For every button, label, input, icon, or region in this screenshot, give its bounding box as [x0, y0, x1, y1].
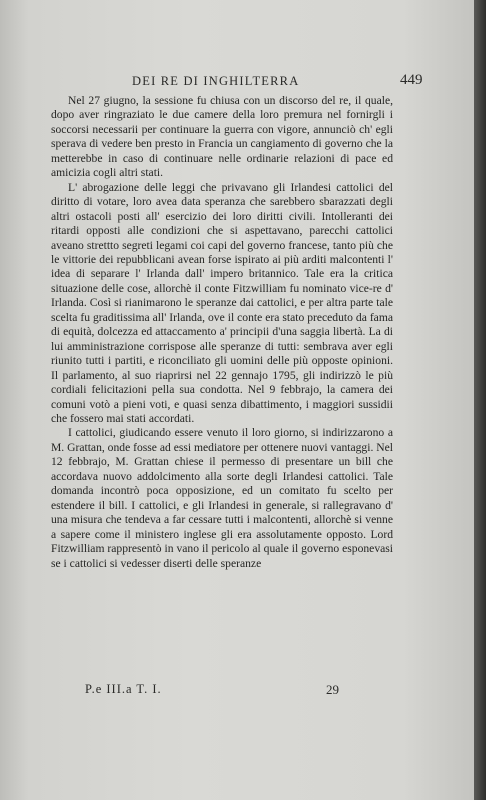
- book-spine-edge: [474, 0, 486, 800]
- body-text: [51, 94, 393, 571]
- paragraph-2: L' abrogazione delle leggi che privavano gli Irlandesi cattolici del diritto di votare, loro avea data speranza che sarebbero sbarazzati degli altri ostacoli posti all' esercizio dei loro diritti civili. Intolleranti dei ritardi opposti alle condizioni che si aspettavano, parecchi cattolici aveano strettto segreti legami coi capi del governo francese, tanto più che le vittorie dei repubblicani avean forse ispirato ai più arditi malcontenti l' idea di separare l' Irlanda dall' impero britannico. Tale era la critica situazione delle cose, allorchè il conte Fitzwilliam fu nominato vice-re d' Irlanda. Così si rianimarono le speranze dai cattolici, e per altra parte tale scelta fu graditissima all' Irlanda, ove il conte era stato preceduto da fama di equità, dolcezza ed attaccamento a' principii d'una saggia libertà. La di lui amministrazione corrispose alle speranze di tutti: sembrava aver egli riunito tutti i partiti, e riconciliato gli uomini delle più opposte opinioni. Il parlamento, al suo riaprirsi nel 22 gennajo 1795, gli indirizzò le più cordiali felicitazioni pella sua condotta. Nel 9 febbrajo, la camera dei comuni votò a pieni voti, e quasi senza dibattimento, i maggiori sussidii che fossero mai stati accordati.: [51, 180, 393, 425]
- paragraph-3: I cattolici, giudicando essere venuto il loro giorno, si indirizzarono a M. Grattan, onde fosse ad essi mediatore per ottenere nuovi vantaggi. Nel 12 febbrajo, M. Grattan chiese il permesso di presentare un bill che accordava nuovo addolcimento alla sorte degli Irlandesi cattolici. Tale domanda incontrò poca opposizione, ed un comitato fu scelto per estendere il bill. I cattolici, e gli Irlandesi in generale, si rallegravano d' una misura che tendeva a far cessare tutti i malcontenti, allorchè si venne a sapere come il ministero inglese gli era assolutamente opposto. Lord Fitzwilliam rappresentò in vano il pericolo al quale il governo esponevasi se i cattolici si vedesser diserti delle speranze: [51, 426, 393, 570]
- signature-mark: P.e III.a T. I.: [85, 682, 162, 696]
- sheet-number: 29: [326, 682, 339, 697]
- paragraph-1: Nel 27 giugno, la sessione fu chiusa con un discorso del re, il quale, dopo aver ringraziato le due camere della loro premura nel fornirgli i soccorsi necessarii per continuare la guerra con vigore, annunciò ch' egli sperava di vedere ben presto in Francia un cangiamento di governo che la metterebbe in caso di continuare nelle ordinarie relazioni di pace ed amicizia cogli altri stati.: [51, 94, 393, 180]
- running-title: DEI RE DI INGHILTERRA: [132, 74, 300, 88]
- page-number: 449: [400, 72, 423, 88]
